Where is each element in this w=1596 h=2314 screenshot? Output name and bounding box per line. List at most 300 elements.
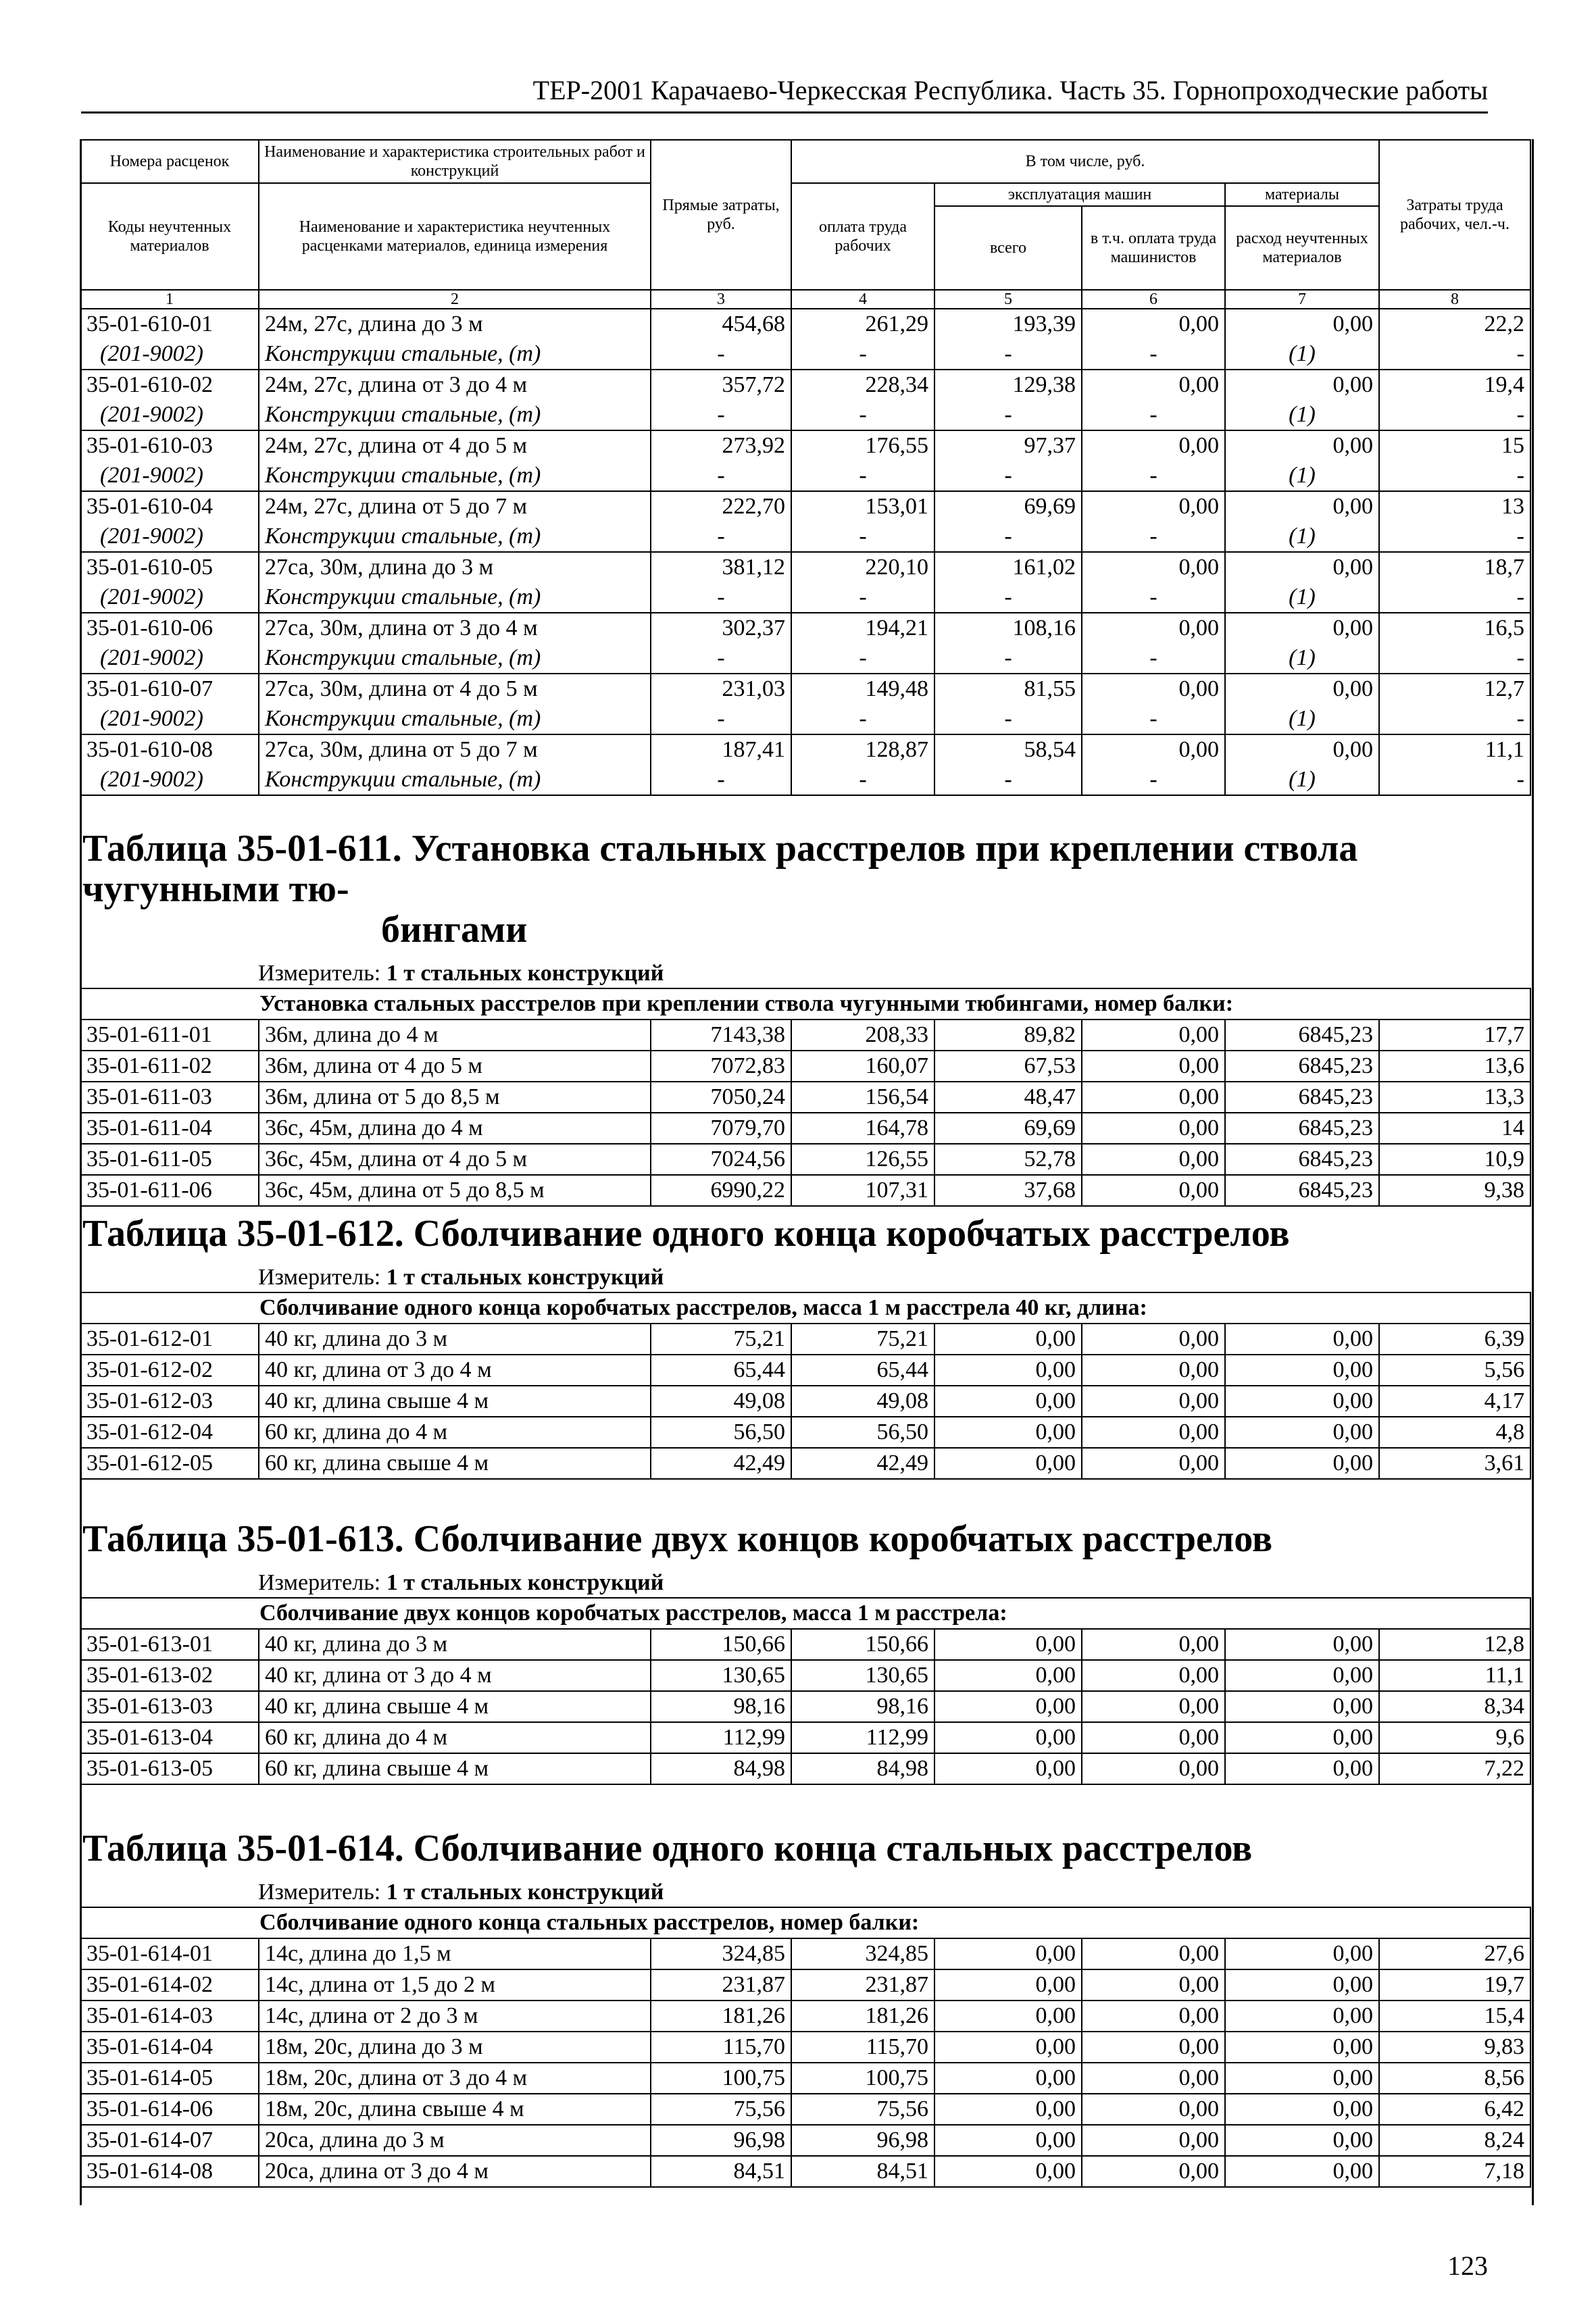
table-610-grid [80, 139, 1531, 796]
rate-value: 107,31 [791, 1175, 934, 1206]
table-row [80, 613, 1530, 643]
col-header-machines: эксплуатация машин [934, 183, 1225, 206]
rate-value: 108,16 [934, 613, 1082, 643]
rate-name: 36с, 45м, длина до 4 м [259, 1113, 651, 1144]
section-614-meter [258, 1878, 1530, 1907]
section-611-title-text: Таблица 35-01-611. Установка стальных расстрелов при креплении ствола чугунными тю- [82, 828, 1358, 910]
rate-value: 13,3 [1379, 1082, 1530, 1113]
rate-code: 35-01-613-05 [80, 1753, 259, 1784]
rate-value: 49,08 [791, 1386, 934, 1417]
table-subheader [80, 1907, 1530, 1938]
empty-dash: - [651, 704, 791, 734]
table-row [80, 674, 1530, 704]
rate-value: 0,00 [1225, 370, 1379, 400]
rate-code: 35-01-610-01 [80, 309, 259, 339]
rate-value: 0,00 [1082, 1448, 1225, 1479]
rate-value: 0,00 [1225, 1324, 1379, 1355]
meter-label: Измеритель: [258, 1265, 381, 1290]
rate-value: 6,39 [1379, 1324, 1530, 1355]
table-610 [80, 139, 1530, 796]
rate-code: 35-01-610-02 [80, 370, 259, 400]
rate-name: 36с, 45м, длина от 5 до 8,5 м [259, 1175, 651, 1206]
rate-value: 0,00 [934, 2032, 1082, 2063]
rate-value: 22,2 [1379, 309, 1530, 339]
rate-value: 0,00 [1082, 1969, 1225, 2001]
rate-value: 0,00 [934, 1386, 1082, 1417]
rate-value: 0,00 [1082, 2125, 1225, 2156]
rate-value: 115,70 [791, 2032, 934, 2063]
rate-value: 17,7 [1379, 1020, 1530, 1051]
rate-value: 0,00 [1225, 2094, 1379, 2125]
rate-name: 36с, 45м, длина от 4 до 5 м [259, 1144, 651, 1175]
rate-value: 129,38 [934, 370, 1082, 400]
table-row [80, 2063, 1530, 2094]
rate-value: 193,39 [934, 309, 1082, 339]
rate-value: 9,6 [1379, 1722, 1530, 1753]
table-row [80, 1938, 1530, 1969]
rate-code: 35-01-614-06 [80, 2094, 259, 2125]
table-row [80, 1144, 1530, 1175]
empty-dash: - [1379, 643, 1530, 674]
rate-value: 48,47 [934, 1082, 1082, 1113]
material-row [80, 461, 1530, 491]
rate-value: 42,49 [651, 1448, 791, 1479]
rate-code: 35-01-611-06 [80, 1175, 259, 1206]
section-612-meter [258, 1263, 1530, 1292]
rate-value: 228,34 [791, 370, 934, 400]
rate-value: 150,66 [651, 1629, 791, 1660]
rate-value: 84,98 [791, 1753, 934, 1784]
rate-value: 0,00 [1082, 1020, 1225, 1051]
table-row [80, 2094, 1530, 2125]
rate-code: 35-01-610-07 [80, 674, 259, 704]
rate-value: 11,1 [1379, 1660, 1530, 1691]
rate-value: 14 [1379, 1113, 1530, 1144]
rate-value: 8,34 [1379, 1691, 1530, 1722]
rate-value: 3,61 [1379, 1448, 1530, 1479]
rate-code: 35-01-614-08 [80, 2156, 259, 2187]
material-name: Конструкции стальные, (т) [259, 339, 651, 370]
material-quantity: (1) [1225, 339, 1379, 370]
rate-value: 0,00 [1082, 491, 1225, 522]
col-header-direct-costs: Прямые затраты, руб. [651, 140, 791, 290]
rate-value: 0,00 [1082, 1722, 1225, 1753]
rate-value: 37,68 [934, 1175, 1082, 1206]
empty-dash: - [1082, 765, 1225, 795]
rate-value: 58,54 [934, 734, 1082, 765]
material-row [80, 522, 1530, 552]
meter-value: 1 т стальных конструкций [386, 1880, 664, 1905]
table-subheader [80, 1598, 1530, 1629]
section-614-title-text: Таблица 35-01-614. Сболчивание одного конца стальных расстрелов [82, 1828, 1253, 1869]
col-header-name: Наименование и характеристика строительных работ и конструкций [259, 140, 651, 183]
rate-value: 15,4 [1379, 2001, 1530, 2032]
empty-dash: - [651, 461, 791, 491]
rate-value: 187,41 [651, 734, 791, 765]
meter-label: Измеритель: [258, 1880, 381, 1905]
column-number: 4 [791, 290, 934, 309]
empty-dash: - [1379, 582, 1530, 613]
material-name: Конструкции стальные, (т) [259, 643, 651, 674]
rate-value: 96,98 [651, 2125, 791, 2156]
rate-value: 0,00 [934, 1753, 1082, 1784]
col-header-codes: Номера расценок [80, 140, 259, 183]
section-614 [80, 1828, 1530, 2188]
empty-dash: - [1379, 704, 1530, 734]
rate-value: 112,99 [791, 1722, 934, 1753]
rate-name: 40 кг, длина до 3 м [259, 1324, 651, 1355]
rate-value: 0,00 [1082, 1386, 1225, 1417]
rate-value: 0,00 [1082, 430, 1225, 461]
rate-value: 19,4 [1379, 370, 1530, 400]
rate-code: 35-01-614-05 [80, 2063, 259, 2094]
rate-value: 324,85 [791, 1938, 934, 1969]
rate-code: 35-01-612-01 [80, 1324, 259, 1355]
rate-value: 6845,23 [1225, 1082, 1379, 1113]
material-name: Конструкции стальные, (т) [259, 704, 651, 734]
rate-value: 0,00 [1225, 1629, 1379, 1660]
rate-value: 0,00 [1225, 1417, 1379, 1448]
rate-value: 128,87 [791, 734, 934, 765]
section-613-title [82, 1519, 1530, 1559]
material-code: (201-9002) [80, 582, 259, 613]
rate-value: 0,00 [1082, 370, 1225, 400]
rate-value: 11,1 [1379, 734, 1530, 765]
rate-value: 0,00 [1225, 430, 1379, 461]
rate-value: 19,7 [1379, 1969, 1530, 2001]
empty-dash: - [651, 400, 791, 430]
material-code: (201-9002) [80, 704, 259, 734]
rate-value: 6845,23 [1225, 1113, 1379, 1144]
empty-dash: - [934, 400, 1082, 430]
rate-code: 35-01-610-03 [80, 430, 259, 461]
subheader-text: Сболчивание двух концов коробчатых расстрелов, масса 1 м расстрела: [80, 1598, 1530, 1629]
rate-code: 35-01-612-05 [80, 1448, 259, 1479]
rate-name: 14с, длина до 1,5 м [259, 1938, 651, 1969]
rate-value: 0,00 [1225, 1938, 1379, 1969]
rate-value: 0,00 [934, 2001, 1082, 2032]
table-row [80, 491, 1530, 522]
material-row [80, 400, 1530, 430]
rate-value: 8,56 [1379, 2063, 1530, 2094]
rate-code: 35-01-611-04 [80, 1113, 259, 1144]
rate-value: 112,99 [651, 1722, 791, 1753]
rate-value: 7,18 [1379, 2156, 1530, 2187]
rate-value: 0,00 [1225, 1386, 1379, 1417]
table-612-grid [80, 1292, 1531, 1480]
col-header-material-consumption: расход неучтенных материалов [1225, 206, 1379, 290]
rate-value: 0,00 [1225, 1660, 1379, 1691]
rate-value: 89,82 [934, 1020, 1082, 1051]
table-row [80, 2125, 1530, 2156]
material-code: (201-9002) [80, 400, 259, 430]
rate-value: 7072,83 [651, 1051, 791, 1082]
rate-code: 35-01-613-03 [80, 1691, 259, 1722]
rate-value: 0,00 [1225, 2125, 1379, 2156]
rate-value: 181,26 [651, 2001, 791, 2032]
empty-dash: - [791, 765, 934, 795]
meter-label: Измеритель: [258, 961, 381, 986]
rate-value: 324,85 [651, 1938, 791, 1969]
rate-value: 0,00 [1225, 2156, 1379, 2187]
rate-value: 75,56 [651, 2094, 791, 2125]
material-row [80, 582, 1530, 613]
subheader-text: Сболчивание одного конца коробчатых расстрелов, масса 1 м расстрела 40 кг, длина: [80, 1292, 1530, 1324]
rate-name: 40 кг, длина свыше 4 м [259, 1691, 651, 1722]
rate-value: 0,00 [934, 1629, 1082, 1660]
empty-dash: - [1379, 339, 1530, 370]
empty-dash: - [651, 765, 791, 795]
rate-code: 35-01-614-04 [80, 2032, 259, 2063]
rate-value: 56,50 [651, 1417, 791, 1448]
rate-value: 0,00 [1082, 674, 1225, 704]
empty-dash: - [1379, 522, 1530, 552]
rate-name: 14с, длина от 2 до 3 м [259, 2001, 651, 2032]
rate-value: 130,65 [651, 1660, 791, 1691]
rate-value: 49,08 [651, 1386, 791, 1417]
column-number: 5 [934, 290, 1082, 309]
rate-value: 0,00 [934, 1691, 1082, 1722]
rate-name: 18м, 20с, длина от 3 до 4 м [259, 2063, 651, 2094]
table-subheader [80, 988, 1530, 1020]
table-row [80, 1629, 1530, 1660]
rate-name: 36м, длина от 5 до 8,5 м [259, 1082, 651, 1113]
section-611-title [82, 828, 1530, 950]
material-row [80, 765, 1530, 795]
section-612-title [82, 1213, 1530, 1254]
rate-value: 0,00 [1225, 1722, 1379, 1753]
rate-name: 18м, 20с, длина свыше 4 м [259, 2094, 651, 2125]
empty-dash: - [791, 461, 934, 491]
rate-value: 4,17 [1379, 1386, 1530, 1417]
rate-value: 6845,23 [1225, 1144, 1379, 1175]
empty-dash: - [934, 339, 1082, 370]
col-header-labor: Затраты труда рабочих, чел.-ч. [1379, 140, 1530, 290]
rate-value: 0,00 [1082, 1324, 1225, 1355]
rate-value: 100,75 [651, 2063, 791, 2094]
rate-value: 6,42 [1379, 2094, 1530, 2125]
col-header-material-name: Наименование и характеристика неучтенных расценками материалов, единица измерения [259, 183, 651, 290]
empty-dash: - [934, 582, 1082, 613]
rate-value: 0,00 [1082, 1355, 1225, 1386]
empty-dash: - [791, 339, 934, 370]
table-row [80, 1722, 1530, 1753]
rate-name: 40 кг, длина до 3 м [259, 1629, 651, 1660]
rate-value: 153,01 [791, 491, 934, 522]
material-quantity: (1) [1225, 765, 1379, 795]
column-number: 6 [1082, 290, 1225, 309]
rate-value: 0,00 [1082, 1113, 1225, 1144]
rate-value: 75,21 [791, 1324, 934, 1355]
rate-value: 0,00 [1225, 1753, 1379, 1784]
rate-value: 0,00 [1082, 2063, 1225, 2094]
rate-value: 0,00 [1225, 734, 1379, 765]
material-name: Конструкции стальные, (т) [259, 522, 651, 552]
rate-name: 24м, 27с, длина от 3 до 4 м [259, 370, 651, 400]
section-613-meter [258, 1569, 1530, 1597]
rate-value: 0,00 [1225, 674, 1379, 704]
rate-value: 0,00 [1225, 2032, 1379, 2063]
rate-value: 231,87 [791, 1969, 934, 2001]
empty-dash: - [1082, 582, 1225, 613]
column-number: 8 [1379, 290, 1530, 309]
rate-code: 35-01-614-07 [80, 2125, 259, 2156]
rate-value: 0,00 [1082, 309, 1225, 339]
rate-name: 36м, длина от 4 до 5 м [259, 1051, 651, 1082]
rate-value: 0,00 [934, 2063, 1082, 2094]
rate-value: 0,00 [1225, 2001, 1379, 2032]
rate-value: 0,00 [934, 2094, 1082, 2125]
material-quantity: (1) [1225, 400, 1379, 430]
material-row [80, 339, 1530, 370]
table-row [80, 1113, 1530, 1144]
material-name: Конструкции стальные, (т) [259, 400, 651, 430]
rate-name: 60 кг, длина до 4 м [259, 1417, 651, 1448]
rate-value: 0,00 [934, 2125, 1082, 2156]
rate-value: 100,75 [791, 2063, 934, 2094]
rate-name: 27са, 30м, длина от 5 до 7 м [259, 734, 651, 765]
rate-value: 0,00 [1082, 552, 1225, 582]
rate-value: 176,55 [791, 430, 934, 461]
material-row [80, 704, 1530, 734]
empty-dash: - [1379, 765, 1530, 795]
rate-code: 35-01-614-03 [80, 2001, 259, 2032]
table-row [80, 1969, 1530, 2001]
col-header-material-codes: Коды неучтенных материалов [80, 183, 259, 290]
rate-name: 24м, 27с, длина от 5 до 7 м [259, 491, 651, 522]
section-612-title-text: Таблица 35-01-612. Сболчивание одного конца коробчатых расстрелов [82, 1213, 1290, 1255]
rate-value: 220,10 [791, 552, 934, 582]
rate-value: 150,66 [791, 1629, 934, 1660]
rate-value: 7,22 [1379, 1753, 1530, 1784]
col-header-group: В том числе, руб. [791, 140, 1379, 183]
rate-value: 194,21 [791, 613, 934, 643]
rate-value: 0,00 [1082, 1051, 1225, 1082]
material-name: Конструкции стальные, (т) [259, 765, 651, 795]
rate-value: 161,02 [934, 552, 1082, 582]
rate-value: 222,70 [651, 491, 791, 522]
rate-value: 7024,56 [651, 1144, 791, 1175]
rate-value: 12,7 [1379, 674, 1530, 704]
rate-value: 16,5 [1379, 613, 1530, 643]
rate-value: 65,44 [651, 1355, 791, 1386]
material-code: (201-9002) [80, 643, 259, 674]
empty-dash: - [651, 582, 791, 613]
rate-code: 35-01-614-01 [80, 1938, 259, 1969]
subheader-text: Установка стальных расстрелов при креплении ствола чугунными тюбингами, номер балки: [80, 988, 1530, 1020]
table-row [80, 1691, 1530, 1722]
rate-value: 84,51 [791, 2156, 934, 2187]
empty-dash: - [1379, 400, 1530, 430]
column-number: 3 [651, 290, 791, 309]
rate-value: 9,38 [1379, 1175, 1530, 1206]
rate-value: 0,00 [1225, 1448, 1379, 1479]
empty-dash: - [791, 704, 934, 734]
rate-value: 13 [1379, 491, 1530, 522]
rate-value: 0,00 [934, 1938, 1082, 1969]
table-row [80, 370, 1530, 400]
table-row [80, 1175, 1530, 1206]
rate-code: 35-01-614-02 [80, 1969, 259, 2001]
rate-value: 67,53 [934, 1051, 1082, 1082]
empty-dash: - [1082, 704, 1225, 734]
rate-value: 181,26 [791, 2001, 934, 2032]
empty-dash: - [934, 704, 1082, 734]
table-613-grid [80, 1597, 1531, 1785]
rate-value: 81,55 [934, 674, 1082, 704]
rate-code: 35-01-610-04 [80, 491, 259, 522]
rate-code: 35-01-612-03 [80, 1386, 259, 1417]
empty-dash: - [651, 339, 791, 370]
table-row [80, 1020, 1530, 1051]
material-name: Конструкции стальные, (т) [259, 582, 651, 613]
material-code: (201-9002) [80, 461, 259, 491]
rate-value: 0,00 [1082, 2001, 1225, 2032]
table-611-grid [80, 988, 1531, 1207]
rate-value: 84,51 [651, 2156, 791, 2187]
rate-value: 231,03 [651, 674, 791, 704]
table-row [80, 2032, 1530, 2063]
meter-value: 1 т стальных конструкций [386, 1265, 664, 1290]
empty-dash: - [1379, 461, 1530, 491]
rate-value: 10,9 [1379, 1144, 1530, 1175]
material-quantity: (1) [1225, 704, 1379, 734]
rate-name: 20са, длина до 3 м [259, 2125, 651, 2156]
rate-value: 0,00 [1082, 1082, 1225, 1113]
rate-value: 6845,23 [1225, 1175, 1379, 1206]
rate-value: 0,00 [1082, 734, 1225, 765]
rate-value: 42,49 [791, 1448, 934, 1479]
rate-value: 0,00 [1082, 613, 1225, 643]
rate-value: 208,33 [791, 1020, 934, 1051]
rate-value: 98,16 [791, 1691, 934, 1722]
rate-value: 4,8 [1379, 1417, 1530, 1448]
empty-dash: - [651, 522, 791, 552]
rate-name: 60 кг, длина до 4 м [259, 1722, 651, 1753]
rate-value: 27,6 [1379, 1938, 1530, 1969]
material-quantity: (1) [1225, 643, 1379, 674]
rate-code: 35-01-613-01 [80, 1629, 259, 1660]
material-quantity: (1) [1225, 461, 1379, 491]
rate-value: 0,00 [1082, 1660, 1225, 1691]
empty-dash: - [791, 522, 934, 552]
section-611-title-cont: бингами [381, 909, 528, 951]
material-quantity: (1) [1225, 582, 1379, 613]
table-row [80, 1355, 1530, 1386]
rate-value: 302,37 [651, 613, 791, 643]
rate-value: 115,70 [651, 2032, 791, 2063]
empty-dash: - [934, 765, 1082, 795]
rate-value: 52,78 [934, 1144, 1082, 1175]
table-row [80, 1386, 1530, 1417]
rate-code: 35-01-611-03 [80, 1082, 259, 1113]
empty-dash: - [1082, 339, 1225, 370]
empty-dash: - [1082, 400, 1225, 430]
empty-dash: - [934, 522, 1082, 552]
rate-name: 24м, 27с, длина до 3 м [259, 309, 651, 339]
rate-value: 0,00 [1082, 1144, 1225, 1175]
meter-label: Измеритель: [258, 1570, 381, 1595]
empty-dash: - [934, 643, 1082, 674]
rate-code: 35-01-613-02 [80, 1660, 259, 1691]
rate-name: 27са, 30м, длина от 3 до 4 м [259, 613, 651, 643]
table-row [80, 1417, 1530, 1448]
rate-value: 454,68 [651, 309, 791, 339]
empty-dash: - [651, 643, 791, 674]
table-row [80, 2001, 1530, 2032]
rate-value: 0,00 [1082, 2094, 1225, 2125]
rate-value: 0,00 [934, 1448, 1082, 1479]
